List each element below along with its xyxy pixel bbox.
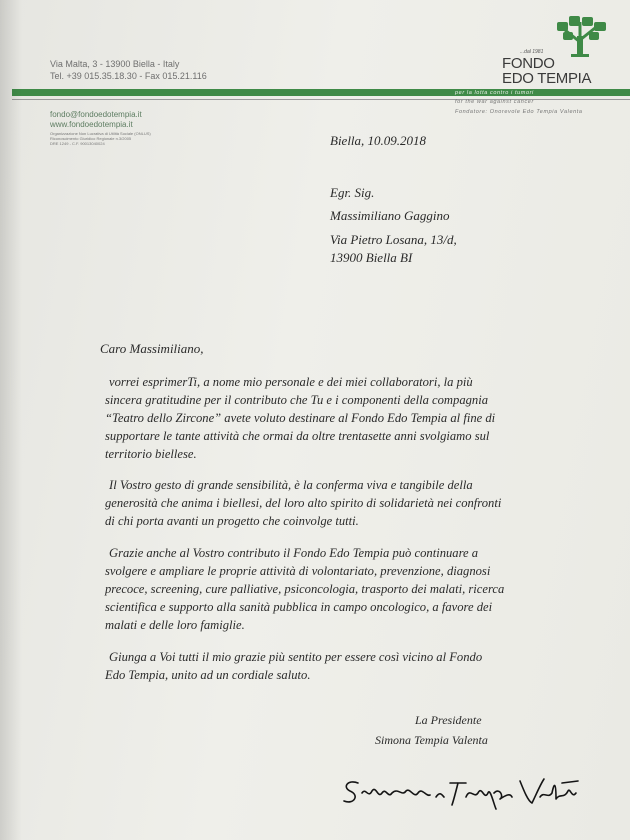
paragraph-line: Giunga a Voi tutti il mio grazie più sentito per essere così vicino al Fondo [109,650,483,664]
recipient-street: Via Pietro Losana, 13/d, [330,232,457,247]
legal-line: Riconoscimento Giuridico Regionale n.3/2005 [50,136,132,141]
logo-tagline-en: for the war against cancer [455,99,534,105]
paragraph-line: di chi porta avanti un progetto che coinvolge tutti. [105,514,359,528]
letterhead-legal [50,131,151,146]
paragraph-line: Grazie anche al Vostro contributo il Fondo Edo Tempia può continuare a [109,546,479,560]
paragraph-line: precoce, screening, cure palliative, psiconcologia, trasporto dei malati, ricerca [105,582,505,596]
paragraph-line: vorrei esprimerTi, a nome mio personale e dei miei collaboratori, la più [109,375,473,389]
paragraph-3 [105,544,565,634]
paragraph-line: supportare le tante attività che ormai da oltre trentasette anni svolgiamo sul [105,429,490,443]
paragraph-line: Edo Tempia, unito ad un cordiale saluto. [105,668,311,682]
logo-name-line1: FONDO [502,55,555,72]
logo-name-line2: EDO TEMPIA [502,70,592,87]
paragraph-line: svolgere e ampliare le proprie attività di volontariato, prevenzione, diagnosi [105,564,491,578]
recipient-name: Massimiliano Gaggino [330,208,450,223]
letterhead-web [50,110,142,130]
legal-line: Organizzazione Non Lucrativa di Utilità Sociale (ONLUS) [50,131,151,136]
logo-since: ...dal 1981 [520,49,544,55]
letterhead-email: fondo@fondoedotempia.it [50,110,142,119]
paragraph-line: “Teatro dello Zircone” avete voluto destinare al Fondo Edo Tempia al fine di [105,411,496,425]
logo-founder: Fondatore: Onorevole Edo Tempia Valenta [455,109,583,115]
letterhead-website: www.fondoedotempia.it [50,120,133,129]
letterhead-contact [50,58,207,82]
paragraph-line: malati e delle loro famiglie. [105,618,245,632]
recipient-city: 13900 Biella BI [330,250,413,265]
logo-tagline-it: per la lotta contro i tumori [455,90,534,96]
handwritten-signature [340,775,580,815]
legal-line: DRE 1249 - C.F. 90013040024 [50,141,105,146]
paragraph-line: generosità che anima i biellesi, del loro alto spirito di solidarietà nei confronti [105,496,502,510]
paragraph-1 [105,373,565,463]
letterhead-green-bar [12,89,630,96]
paragraph-2 [105,476,565,530]
paragraph-line: scientifica e supporto alla sanità pubblica in campo oncologico, a favore dei [105,600,493,614]
letterhead-address: Via Malta, 3 - 13900 Biella - Italy [50,59,180,69]
paragraph-line: territorio biellese. [105,447,197,461]
greeting: Caro Massimiliano, [100,341,204,356]
closing-title: La Presidente [415,713,482,727]
tree-logo-icon [555,16,607,58]
paragraph-4 [105,648,565,684]
recipient-salutation: Egr. Sig. [330,185,375,200]
paragraph-line: sincera gratitudine per il contributo che Tu e i componenti della compagnia [105,393,489,407]
letterhead-phone: Tel. +39 015.35.18.30 - Fax 015.21.116 [50,71,207,81]
letterhead-divider [12,99,630,100]
paragraph-line: Il Vostro gesto di grande sensibilità, è la conferma viva e tangibile della [109,478,473,492]
place-date: Biella, 10.09.2018 [330,133,427,148]
closing-name: Simona Tempia Valenta [375,733,488,747]
